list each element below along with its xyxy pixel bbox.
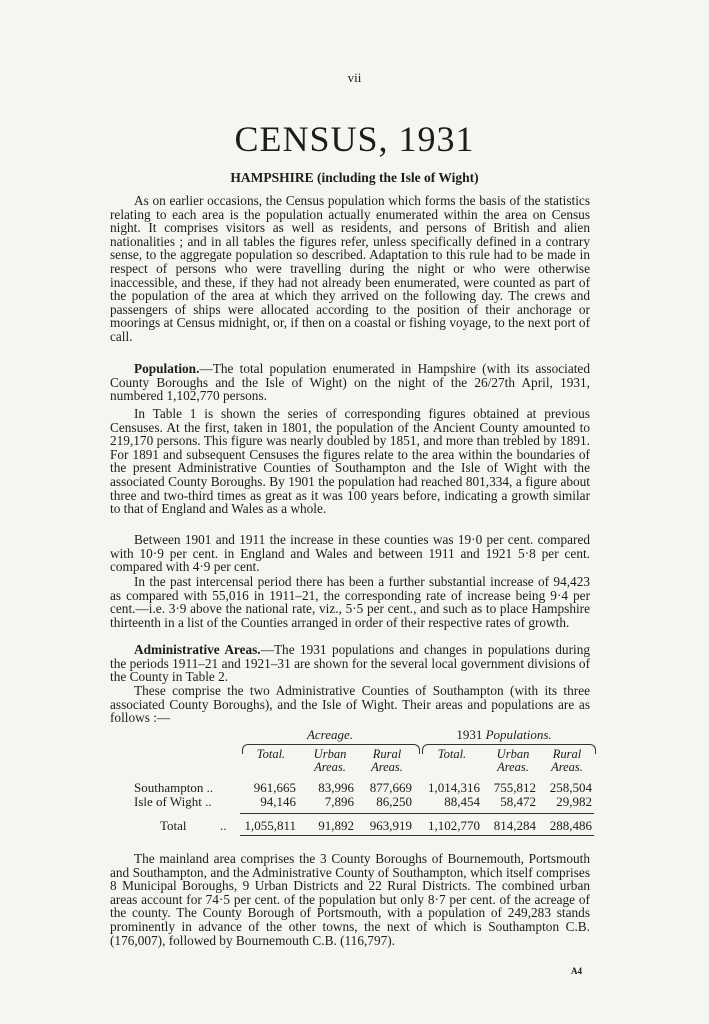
table-cell: 58,472 [500,794,536,809]
total-rule-top [240,813,594,814]
comprise-paragraph: These comprise the two Administrative Counties of Southampton (with its three associated County Boroughs), and the Isle of Wight. Their areas and populations are as follows :— [110,683,590,726]
table-cell: 91,892 [318,818,354,833]
col-head-acreage-urban-l1: Urban [313,747,347,761]
intro-paragraph: As on earlier occasions, the Census population which forms the basis of the statistics relating to each area is the population actually enumerated within the area on Census night. It comprises visitors as well as residents, and persons of British and alien nationalities ; and in all tables the figures refer, unless specifically defined in a contrary sense, to the aggregate population so described. Adaptation to this rule had to be made in respect of persons who were travelling during the night or who were otherwise inaccessible, and these, if they had not already been enumerated, were counted as part of the population of the area at which they arrived on the following day. The crews and passengers of ships were allocated according to the position of their anchorage or moorings at Census midnight, or, if then on a coastal or fishing voyage, to the next port of call. [110,193,590,344]
total-rule-bottom [240,835,594,836]
subtitle-county: HAMPSHIRE [230,170,314,185]
population-heading: Population. [134,361,200,376]
group-populations-label [416,727,592,743]
table-cell: 961,665 [253,780,296,795]
group-populations-year: 1931 [456,727,486,742]
col-head-pop-total: Total. [437,747,467,761]
table-cell: 877,669 [369,780,412,795]
row-label-isle-of-wight: Isle of Wight .. [134,794,212,809]
table-cell: 83,996 [318,780,354,795]
table-cell: 29,982 [556,794,592,809]
table-cell: 814,284 [493,818,536,833]
population-text: —The total population enumerated in Hampshire (with its associated County Boroughs and the Isle of Wight) on the night of the 26/27th April, 1931, numbered 1,102,770 persons. [110,361,590,404]
page-number: vii [347,70,362,85]
table-cell: 963,919 [369,818,412,833]
admin-areas-heading: Administrative Areas. [134,642,261,657]
col-head-pop-rural-l2: Areas. [551,760,583,774]
col-head-acreage-total: Total. [256,747,286,761]
col-head-pop-rural-l1: Rural [552,747,582,761]
signature-mark: A4 [571,966,582,976]
table-cell: 86,250 [376,794,412,809]
col-head-pop-urban-l1: Urban [496,747,530,761]
increase-paragraph: Between 1901 and 1911 the increase in these counties was 19·0 per cent. compared with 10·9 per cent. in England and Wales and between 1911 and 1921 5·8 per cent. compared with 4·9 per cent. [110,532,590,575]
col-head-acreage-urban [306,748,354,774]
group-acreage-label: Acreage. [306,727,354,742]
col-head-acreage-rural [362,748,412,774]
table-cell: 258,504 [549,780,592,795]
table-cell: 755,812 [493,780,536,795]
table-cell: 1,102,770 [428,818,480,833]
admin-areas-paragraph [110,643,590,684]
table-cell: 288,486 [549,818,592,833]
table-cell: 94,146 [260,794,296,809]
admin-areas-text: —The 1931 populations and changes in populations during the periods 1911–21 and 1921–31 are shown for the several local government divisions of the County in Table 2. [110,642,590,685]
table1-paragraph: In Table 1 is shown the series of corresponding figures obtained at previous Censuses. At the first, taken in 1801, the population of the Ancient County amounted to 219,170 persons. This figure was nearly doubled by 1851, and more than trebled by 1891. For 1891 and subsequent Censuses the figures relate to the area within the boundaries of the present Administrative Counties of Southampton and the Isle of Wight with the associated County Boroughs. By 1901 the population had reached 801,334, a figure about three and two-third times as great as it was 100 years before, indicating a growth similar to that of England and Wales as a whole. [110,406,590,517]
col-head-pop-urban-l2: Areas. [497,760,529,774]
subtitle-parenthetical: (including the Isle of Wight) [317,170,479,185]
col-head-acreage-rural-l1: Rural [372,747,402,761]
page-subtitle [0,170,709,186]
intercensal-paragraph: In the past intercensal period there has been a further substantial increase of 94,423 as compared with 55,016 in 1911–21, the corresponding rate of increase being 9·4 per cent.—i.e. 3·9 above the national rate, viz., 5·5 per cent., and such as to place Hampshire thirteenth in a list of the Counties arranged in order of their respective rates of growth. [110,574,590,630]
col-head-pop-urban [488,748,538,774]
page-title: CENSUS, 1931 [234,119,475,159]
group-populations-word: Populations. [485,727,552,742]
table-cell: 1,055,811 [244,818,296,833]
table-cell: 1,014,316 [428,780,480,795]
population-paragraph [110,362,590,403]
mainland-paragraph: The mainland area comprises the 3 County Boroughs of Bournemouth, Portsmouth and Southampton, and the Administrative County of Southampton, which itself comprises 8 Municipal Boroughs, 9 Urban Districts and 22 Rural Districts. The combined urban areas account for 74·5 per cent. of the population but only 8·7 per cent. of the acreage of the county. The County Borough of Portsmouth, with a population of 249,283 stands prominently in advance of the other towns, the next of which is Southampton C.B. (176,007), followed by Bournemouth C.B. (116,797). [110,851,590,948]
total-row-dots: .. [220,818,227,833]
col-head-acreage-urban-l2: Areas. [314,760,346,774]
row-label-total: Total [160,818,187,833]
table-cell: 7,896 [324,794,354,809]
col-head-acreage-rural-l2: Areas. [371,760,403,774]
table-cell: 88,454 [444,794,480,809]
row-label-southampton: Southampton .. [134,780,214,795]
col-head-pop-rural [542,748,592,774]
